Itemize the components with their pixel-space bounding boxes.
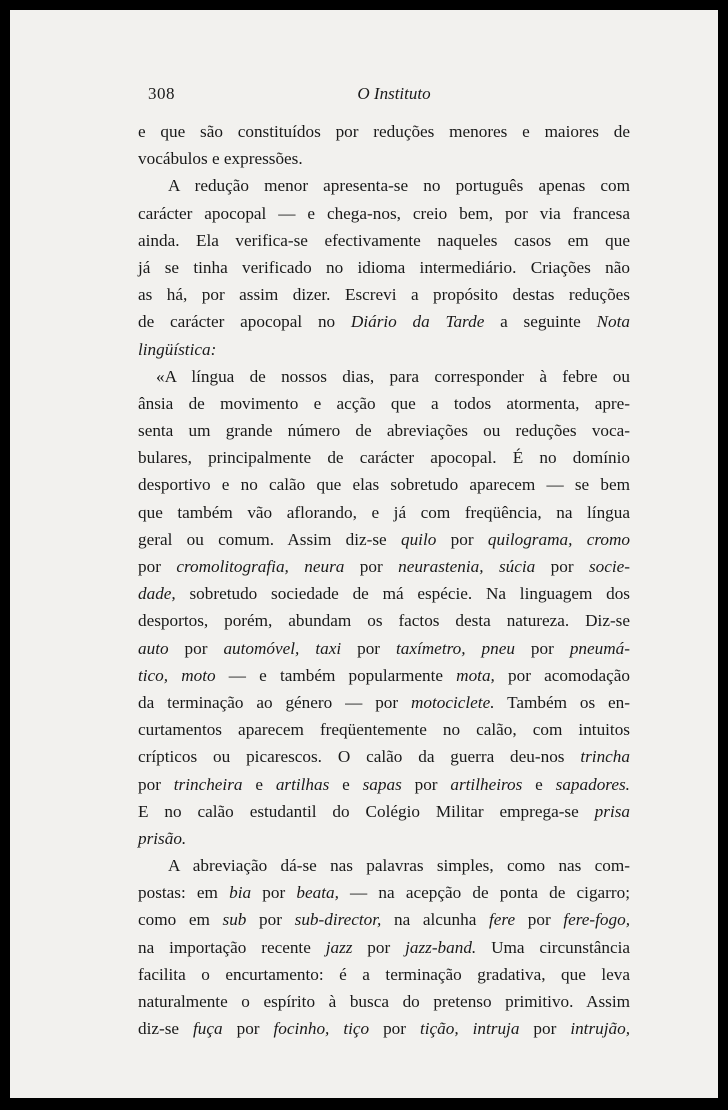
page-header [148, 84, 640, 114]
text-run: por [515, 910, 564, 930]
text-run: — na acepção de ponta de cigarro; [338, 883, 630, 903]
text-run: de carácter apocopal no [138, 312, 351, 332]
text-run: da terminação ao género — por [138, 692, 411, 712]
text-line: as há, por assim dizer. Escrevi a propósito destas reduções [138, 285, 630, 305]
text-line: senta um grande número de abreviações ou reduções voca- [138, 421, 630, 441]
italic-term: focinho, tiço [273, 1019, 370, 1039]
italic-term: fuça [193, 1019, 223, 1039]
text-run: por [341, 638, 396, 658]
text-line [138, 798, 630, 825]
text-line: A abreviação dá-se nas palavras simples, como nas com- [168, 856, 630, 876]
italic-term: trincheira [173, 774, 243, 794]
italic-term: jazz [325, 937, 353, 957]
text-run: na importação recente [138, 937, 326, 957]
text-run: geral ou comum. Assim diz-se [138, 529, 401, 549]
text-run: por [251, 883, 297, 903]
text-run: por [519, 1019, 571, 1039]
italic-term: prisa [594, 801, 630, 821]
italic-term: beata, [296, 883, 339, 903]
text-line [138, 743, 630, 770]
italic-term: mota, [456, 665, 495, 685]
italic-term: socie- [588, 557, 631, 576]
text-line [138, 635, 630, 662]
text-run: por [344, 557, 399, 576]
text-run: por [401, 774, 451, 794]
text-line: já se tinha verificado no idioma intermediário. Criações não [138, 257, 630, 277]
italic-term: sub-director, [294, 910, 382, 930]
text-run: por [138, 557, 177, 576]
text-line: curtamentos aparecem freqüentemente no calão, com intuitos [138, 720, 630, 740]
text-line [138, 662, 630, 689]
text-line: facilita o encurtamento: é a terminação gradativa, que leva [138, 964, 630, 984]
italic-term: tico, moto [138, 665, 216, 685]
text-line: ânsia de movimento e acção que a todos atormenta, apre- [138, 393, 630, 413]
italic-term: jazz-band. [405, 937, 477, 957]
text-run: por [352, 937, 406, 957]
text-line [138, 308, 630, 335]
italic-term: fere [489, 910, 516, 930]
body-text [138, 118, 630, 1042]
text-run: diz-se [138, 1019, 194, 1039]
text-line [138, 825, 630, 852]
text-line [138, 1015, 630, 1042]
italic-term: tição, intruja [419, 1019, 520, 1039]
text-run: — e também popularmente [215, 665, 457, 685]
italic-term: Nota [596, 312, 630, 332]
italic-term: trincha [580, 747, 630, 767]
italic-term: quilo [400, 529, 437, 549]
italic-term: cromolitografia, neura [176, 557, 345, 576]
text-run: Uma circunstância [476, 937, 631, 957]
text-line [138, 771, 630, 798]
italic-term: Diário da Tarde [350, 312, 485, 332]
italic-term: dade, [138, 584, 176, 604]
text-line: e que são constituídos por reduções menores e maiores de [138, 122, 630, 141]
text-run: como em [138, 910, 223, 930]
text-run: Também os en- [494, 692, 630, 712]
text-line: desportos, porém, abundam os factos desta natureza. Diz-se [138, 611, 630, 631]
text-run: e [522, 774, 556, 794]
text-line [138, 934, 630, 961]
italic-term: intrujão, [570, 1019, 630, 1039]
italic-term: lingüística: [138, 339, 217, 359]
italic-term: sub [222, 910, 247, 930]
italic-term: motociclete. [411, 692, 495, 712]
text-run: na alcunha [381, 910, 489, 930]
text-run: sobretudo sociedade de má espécie. Na linguagem dos [175, 584, 630, 604]
italic-term: bia [229, 883, 252, 903]
text-run: a seguinte [484, 312, 597, 332]
text-run: postas: em [138, 883, 230, 903]
text-run: por [138, 774, 174, 794]
text-line [138, 906, 630, 933]
text-line: carácter apocopal — e chega-nos, creio bem, por via francesa [138, 203, 630, 223]
text-run: por acomodação [494, 665, 630, 685]
italic-term: neurastenia, súcia [398, 557, 536, 576]
text-run: por [222, 1019, 274, 1039]
text-line [138, 689, 630, 716]
text-line [138, 879, 630, 906]
italic-term: artilheiros [450, 774, 523, 794]
italic-term: sapas [362, 774, 402, 794]
italic-term: fere-fogo, [563, 910, 630, 930]
text-run: por [168, 638, 224, 658]
italic-term: artilhas [275, 774, 330, 794]
text-line: ainda. Ela verifica-se efectivamente naqueles casos em que [138, 230, 630, 250]
text-line: desportivo e no calão que elas sobretudo aparecem — se bem [138, 475, 630, 495]
text-line: vocábulos e expressões. [138, 149, 303, 169]
text-line [138, 580, 630, 607]
text-line: naturalmente o espírito à busca do pretenso primitivo. Assim [138, 992, 630, 1011]
text-line: bulares, principalmente de carácter apocopal. É no domínio [138, 448, 630, 468]
italic-term: sapadores. [555, 774, 630, 794]
text-line: que também vão aflorando, e já com freqüência, na língua [138, 502, 630, 522]
text-run: por [514, 638, 570, 658]
text-run: e [329, 774, 363, 794]
italic-term: quilograma, cromo [487, 529, 630, 549]
text-line [138, 526, 630, 553]
page-number: 308 [148, 84, 175, 103]
text-line [138, 553, 630, 580]
text-run: e [242, 774, 276, 794]
text-run: E no calão estudantil do Colégio Militar emprega-se [138, 801, 595, 821]
italic-term: prisão. [138, 828, 187, 848]
italic-term: pneumá- [569, 638, 630, 658]
text-line: «A língua de nossos dias, para corresponder à febre ou [156, 366, 630, 386]
text-run: por [535, 557, 589, 576]
text-run: por [246, 910, 295, 930]
italic-term: taxímetro, pneu [396, 638, 515, 658]
text-line: A redução menor apresenta-se no português apenas com [168, 176, 630, 196]
italic-term: auto [138, 638, 169, 658]
italic-term: automóvel, taxi [223, 638, 342, 658]
text-run: por [436, 529, 488, 549]
text-run: crípticos ou picarescos. O calão da guerra deu-nos [138, 747, 581, 767]
text-run: por [369, 1019, 420, 1039]
text-line [138, 336, 630, 363]
running-title: O Instituto [357, 84, 431, 103]
